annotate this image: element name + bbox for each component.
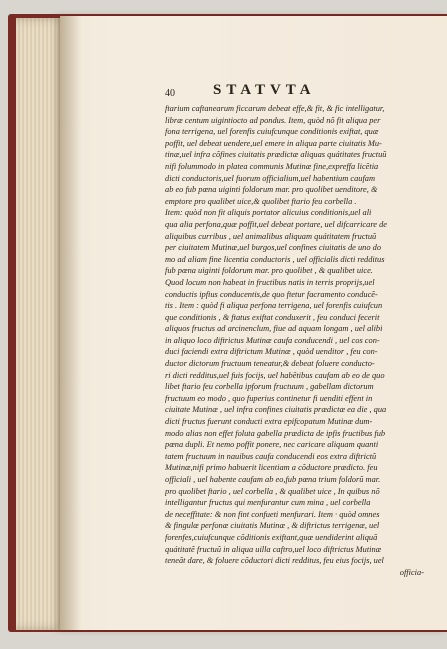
text-line: & fingulæ perfonæ ciuitatis Mutinæ , & diftrictus terrigenæ, uel <box>165 521 380 531</box>
text-line: officiali , uel habente caufam ab eo,fub pœna trium foldorũ mar. <box>165 475 381 484</box>
text-line: duci faciendi extra diftrictum Mutinæ , quòd uenditor , feu con- <box>165 347 378 357</box>
text-line: conductis ipfius conducentis,de quo ftetur facramento conducẽ- <box>165 289 378 299</box>
text-line: Quod locum non habeat in fructibus natis in terris proprijs,uel <box>165 277 375 287</box>
text-line: fub pœna uiginti foldorum mar. pro quolibet , & qualibet uice. <box>165 266 373 276</box>
text-line: ftarium caftanearum ficcarum debeat effe,& fit, & fic intelligatur, <box>165 104 385 113</box>
gutter-shadow <box>60 16 82 630</box>
text-line: que conditionis , & ftatus exiftat conduxerit , feu conduci fecerit <box>165 312 380 322</box>
text-line: Mutinæ,nifi primo habuerit licentiam a cõductore prædicto. feu <box>165 463 378 473</box>
text-line: Item: quòd non fit aliquis portator alicuius conditionis,uel ali <box>165 208 372 218</box>
text-line: poffit, uel debeat uendere,uel emere in aliqua parte ciuitatis Mu- <box>165 138 382 148</box>
page-number: 40 <box>165 88 175 99</box>
text-line: fona terrigena, uel forenfis cuiufcunque conditionis exiftat, quæ <box>165 127 379 137</box>
text-line: officia- <box>399 567 424 577</box>
text-line: quátitatẽ fructuũ in aliqua uilla caftro,uel loco diftrictus Mutinæ <box>165 544 382 554</box>
text-line: in aliquo loco diftrictus Mutinæ caufa conducendi , uel cos con- <box>165 335 380 345</box>
running-head: STATVTA <box>213 82 316 98</box>
text-line: aliquibus curribus , uel animalibus aliquam quátitatem fructuũ <box>165 231 377 241</box>
text-line: forenfes,cuiufcunque cõditionis exiftant,quæ uendiderint aliquã <box>165 532 378 542</box>
text-line: aliquos fructus ad arcinenclum, fiue ad aquam longam , uel alibi <box>165 324 383 334</box>
text-line: tinæ,uel infra cõfines ciuitatis prædictæ aliquas quátitates fructuũ <box>165 150 387 160</box>
text-line: fructuum eo modo , quo fuperius continetur fi uenditi effent in <box>165 393 373 403</box>
text-line: mo ad aliam fine licentia conductoris , uel officialis dicti redditus <box>165 254 385 264</box>
text-line: pœna dupli. Et nemo poffit ponere, nec caricare aliquam quanti <box>165 440 379 450</box>
text-line: tis . Item : quòd fi aliqua perfona terrigena, uel forenfis cuiufcun <box>165 301 383 311</box>
text-line: emptore pro qualibet uice,& quolibet ftario feu corbella . <box>165 196 357 206</box>
text-line: dicti fructus fuerunt conducti extra epifcopatum Mutinæ dum- <box>165 417 373 427</box>
text-line: dicti conductoris,uel fuorum officialium,uel habentium caufam <box>165 173 376 183</box>
text-line: ab eo fub pœna uiginti foldorum mar. pro quolibet uenditore, & <box>165 185 378 195</box>
text-line: per ciuitatem Mutinæ,uel burgos,uel confines ciuitatis de uno do <box>165 243 382 253</box>
text-line: ductor dictorum fructuum teneatur,& debeat foluere conducto- <box>165 359 375 369</box>
text-line: modo alias non effet foluta gabella prædicta de ipfis fructibus fub <box>165 428 386 438</box>
text-line: teneãt dare, & foluere cõductori dicti redditus, feu eius focijs, uel <box>165 556 384 566</box>
text-line: libet ftario feu corbella ipforum fructuum , gabellam dictorum <box>165 382 374 392</box>
text-line: nifi folummodo in platea communis Mutinæ fine,expreffa licẽtia <box>165 161 379 171</box>
body-text <box>165 103 428 578</box>
text-line: de neceffitate: & non fint confueti menfurari. Item · quòd omnes <box>165 509 380 519</box>
text-line: libræ centum uigintiocto ad pondus. Item, quòd nõ fit aliqua per <box>165 115 381 125</box>
text-line: pro quolibet ftario , uel corbella , & qualibet uice , In quibus nõ <box>165 486 380 496</box>
text-line: qua alia perfona,quæ poffit,uel debeat portare, uel difcarricare de <box>165 219 387 229</box>
text-line: ri dicti redditus,uel fuis focijs, uel habẽtibus caufam ab eo de quo <box>165 370 385 380</box>
text-line: intelligantur fructus qui menfurantur cum mina , uel corbella <box>165 498 371 508</box>
text-line: tatem fructuum in nauibus caufa conducendi eos extra diftrictũ <box>165 451 377 461</box>
text-line: ciuitate Mutinæ , uel infra confines ciuitatis prædictæ ea die , qua <box>165 405 387 415</box>
